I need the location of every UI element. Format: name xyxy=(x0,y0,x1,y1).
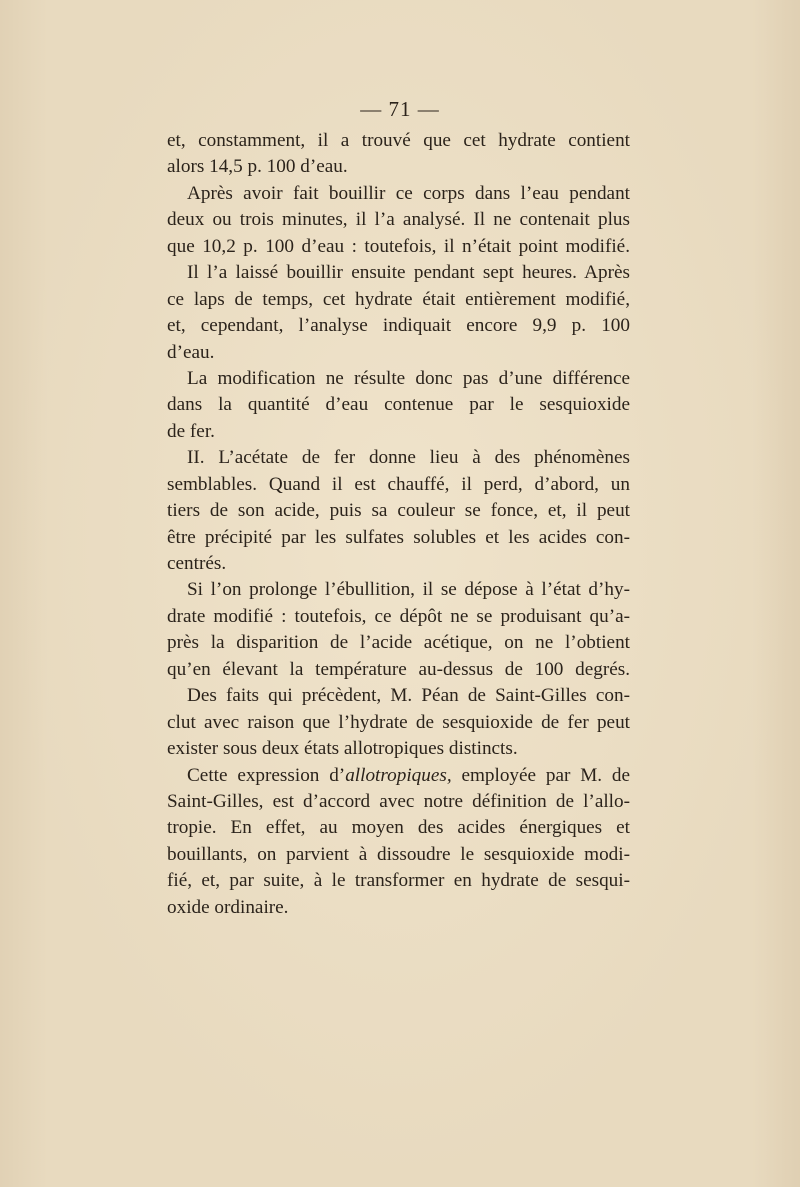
italic-term: allotropiques, xyxy=(345,764,452,786)
text-line: tiers de son acide, puis sa couleur se fonce, et, il peut xyxy=(167,500,630,522)
text-line: alors 14,5 p. 100 d’eau. xyxy=(167,156,348,178)
text-line: dans la quantité d’eau contenue par le sesquioxide xyxy=(167,394,630,416)
text-line: semblables. Quand il est chauffé, il perd, d’abord, un xyxy=(167,473,630,495)
text-line: tropie. En effet, au moyen des acides énergiques et xyxy=(167,817,630,839)
text-line: fié, et, par suite, à le transformer en hydrate de sesqui- xyxy=(167,870,630,892)
text-line: drate modifié : toutefois, ce dépôt ne se produisant qu’a- xyxy=(167,605,630,627)
text-line: d’eau. xyxy=(167,341,215,363)
text-line: Il l’a laissé bouillir ensuite pendant sept heures. Après xyxy=(187,262,630,284)
text-line: près la disparition de l’acide acétique, on ne l’obtient xyxy=(167,632,630,654)
text-line: qu’en élevant la température au-dessus de 100 degrés. xyxy=(167,658,630,680)
text-line: II. L’acétate de fer donne lieu à des phénomènes xyxy=(187,447,630,469)
text-line: Après avoir fait bouillir ce corps dans l’eau pendant xyxy=(187,182,630,204)
body-text xyxy=(167,128,630,921)
text-line: deux ou trois minutes, il l’a analysé. Il ne contenait plus xyxy=(167,209,630,231)
text-run: Cette expression d’ xyxy=(187,764,346,786)
text-line: Des faits qui précèdent, M. Péan de Saint-Gilles con- xyxy=(187,685,630,707)
text-line: ce laps de temps, cet hydrate était entièrement modifié, xyxy=(167,288,630,310)
text-line: être précipité par les sulfates solubles et les acides con- xyxy=(167,526,630,548)
text-line: oxide ordinaire. xyxy=(167,896,289,918)
text-line: Si l’on prolonge l’ébullition, il se dépose à l’état d’hy- xyxy=(187,579,630,601)
text-line: que 10,2 p. 100 d’eau : toutefois, il n’était point modifié. xyxy=(167,235,630,257)
text-line xyxy=(167,763,630,789)
text-line: exister sous deux états allotropiques distincts. xyxy=(167,738,518,760)
text-line: La modification ne résulte donc pas d’une différence xyxy=(187,367,630,389)
text-run: employée par M. de xyxy=(451,764,630,786)
text-line: et, constamment, il a trouvé que cet hydrate contient xyxy=(167,130,630,151)
text-line: bouillants, on parvient à dissoudre le sesquioxide modi- xyxy=(167,843,630,865)
text-line: Saint-Gilles, est d’accord avec notre définition de l’allo- xyxy=(167,790,630,812)
text-line: de fer. xyxy=(167,420,215,442)
text-line: centrés. xyxy=(167,553,227,574)
page-number: — 71 — xyxy=(360,97,440,121)
text-line: clut avec raison que l’hydrate de sesquioxide de fer peut xyxy=(167,711,630,733)
text-line: et, cependant, l’analyse indiquait encore 9,9 p. 100 xyxy=(167,315,630,337)
